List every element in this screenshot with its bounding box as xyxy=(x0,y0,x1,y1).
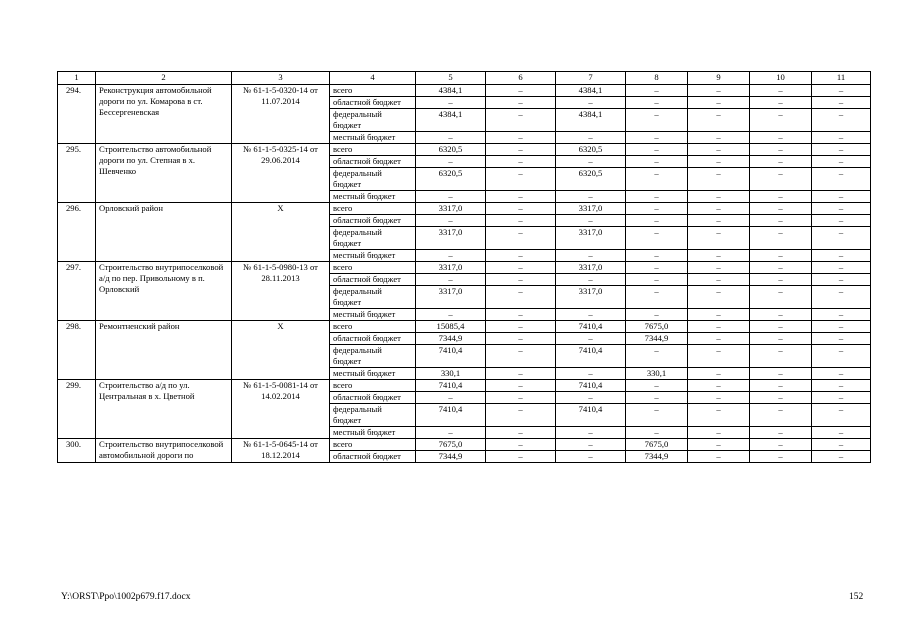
table-row xyxy=(58,144,871,156)
value-cell: – xyxy=(486,250,556,262)
budget-table xyxy=(57,71,871,463)
table-row xyxy=(58,439,871,451)
value-cell: – xyxy=(688,85,750,97)
value-cell: – xyxy=(688,262,750,274)
value-cell: – xyxy=(486,274,556,286)
value-cell: – xyxy=(812,156,871,168)
funding-source: местный бюджет xyxy=(330,309,416,321)
value-cell: – xyxy=(750,404,812,427)
value-cell: 7344,9 xyxy=(416,451,486,463)
header-cell: 9 xyxy=(688,72,750,85)
funding-source: всего xyxy=(330,262,416,274)
value-cell: – xyxy=(486,427,556,439)
value-cell: – xyxy=(688,451,750,463)
value-cell: – xyxy=(688,227,750,250)
value-cell: – xyxy=(688,321,750,333)
value-cell: 7410,4 xyxy=(556,404,626,427)
funding-source: федеральный бюджет xyxy=(330,168,416,191)
value-cell: – xyxy=(626,168,688,191)
value-cell: – xyxy=(750,250,812,262)
value-cell: 330,1 xyxy=(626,368,688,380)
value-cell: – xyxy=(416,392,486,404)
document-ref: Х xyxy=(232,203,330,262)
value-cell: 3317,0 xyxy=(416,203,486,215)
value-cell: – xyxy=(416,97,486,109)
funding-source: федеральный бюджет xyxy=(330,227,416,250)
value-cell: – xyxy=(750,333,812,345)
funding-source: всего xyxy=(330,321,416,333)
value-cell: – xyxy=(750,368,812,380)
value-cell: – xyxy=(556,97,626,109)
value-cell: 6320,5 xyxy=(556,168,626,191)
funding-source: местный бюджет xyxy=(330,368,416,380)
funding-source: областной бюджет xyxy=(330,97,416,109)
value-cell: – xyxy=(626,144,688,156)
value-cell: – xyxy=(626,215,688,227)
funding-source: федеральный бюджет xyxy=(330,404,416,427)
funding-source: всего xyxy=(330,380,416,392)
value-cell: – xyxy=(688,274,750,286)
value-cell: – xyxy=(688,203,750,215)
value-cell: – xyxy=(750,309,812,321)
value-cell: – xyxy=(486,191,556,203)
value-cell: 4384,1 xyxy=(556,109,626,132)
value-cell: – xyxy=(688,109,750,132)
row-number: 296. xyxy=(58,203,96,262)
funding-source: местный бюджет xyxy=(330,132,416,144)
object-name: Строительство автомобильной дороги по ул. Степная в х. Шевченко xyxy=(96,144,232,203)
value-cell: 7344,9 xyxy=(626,333,688,345)
funding-source: областной бюджет xyxy=(330,392,416,404)
value-cell: – xyxy=(812,380,871,392)
value-cell: – xyxy=(750,97,812,109)
funding-source: местный бюджет xyxy=(330,250,416,262)
value-cell: – xyxy=(486,144,556,156)
value-cell: 7675,0 xyxy=(626,321,688,333)
value-cell: – xyxy=(812,168,871,191)
header-cell: 5 xyxy=(416,72,486,85)
value-cell: – xyxy=(626,132,688,144)
value-cell: – xyxy=(688,156,750,168)
funding-source: всего xyxy=(330,144,416,156)
value-cell: – xyxy=(750,262,812,274)
page-number: 152 xyxy=(849,592,864,602)
value-cell: – xyxy=(486,380,556,392)
value-cell: 3317,0 xyxy=(416,227,486,250)
value-cell: – xyxy=(486,215,556,227)
value-cell: – xyxy=(688,215,750,227)
value-cell: – xyxy=(486,404,556,427)
value-cell: – xyxy=(750,286,812,309)
value-cell: – xyxy=(556,392,626,404)
value-cell: – xyxy=(688,250,750,262)
value-cell: 330,1 xyxy=(416,368,486,380)
value-cell: – xyxy=(812,109,871,132)
value-cell: – xyxy=(486,451,556,463)
value-cell: – xyxy=(486,168,556,191)
document-ref: № 61-1-5-0325-14 от 29.06.2014 xyxy=(232,144,330,203)
value-cell: – xyxy=(416,250,486,262)
value-cell: – xyxy=(688,97,750,109)
funding-source: всего xyxy=(330,203,416,215)
value-cell: – xyxy=(688,380,750,392)
funding-source: федеральный бюджет xyxy=(330,109,416,132)
value-cell: – xyxy=(812,286,871,309)
value-cell: – xyxy=(416,427,486,439)
value-cell: – xyxy=(486,392,556,404)
value-cell: 7410,4 xyxy=(416,404,486,427)
table-row xyxy=(58,203,871,215)
value-cell: – xyxy=(556,250,626,262)
value-cell: – xyxy=(812,333,871,345)
value-cell: – xyxy=(486,203,556,215)
value-cell: – xyxy=(688,286,750,309)
document-ref: № 61-1-5-0645-14 от 18.12.2014 xyxy=(232,439,330,463)
table-row xyxy=(58,262,871,274)
value-cell: – xyxy=(416,156,486,168)
value-cell: – xyxy=(750,321,812,333)
value-cell: – xyxy=(812,203,871,215)
value-cell: – xyxy=(812,97,871,109)
object-name: Строительство а/д по ул. Центральная в х. Цветной xyxy=(96,380,232,439)
value-cell: – xyxy=(750,345,812,368)
value-cell: – xyxy=(750,227,812,250)
value-cell: – xyxy=(750,380,812,392)
value-cell: 3317,0 xyxy=(556,262,626,274)
value-cell: – xyxy=(486,309,556,321)
document-ref: № 61-1-5-0081-14 от 14.02.2014 xyxy=(232,380,330,439)
value-cell: – xyxy=(626,427,688,439)
funding-source: местный бюджет xyxy=(330,427,416,439)
document-ref: Х xyxy=(232,321,330,380)
value-cell: 3317,0 xyxy=(556,203,626,215)
value-cell: 15085,4 xyxy=(416,321,486,333)
value-cell: – xyxy=(556,439,626,451)
value-cell: – xyxy=(812,250,871,262)
value-cell: – xyxy=(486,262,556,274)
object-name: Орловский район xyxy=(96,203,232,262)
value-cell: – xyxy=(688,333,750,345)
value-cell: – xyxy=(626,227,688,250)
funding-source: областной бюджет xyxy=(330,333,416,345)
value-cell: 4384,1 xyxy=(556,85,626,97)
value-cell: – xyxy=(812,262,871,274)
value-cell: – xyxy=(556,309,626,321)
value-cell: – xyxy=(688,427,750,439)
value-cell: – xyxy=(688,368,750,380)
funding-source: всего xyxy=(330,439,416,451)
value-cell: – xyxy=(486,109,556,132)
value-cell: – xyxy=(416,215,486,227)
value-cell: – xyxy=(750,427,812,439)
header-cell: 6 xyxy=(486,72,556,85)
value-cell: – xyxy=(626,97,688,109)
value-cell: 4384,1 xyxy=(416,109,486,132)
value-cell: 7344,9 xyxy=(626,451,688,463)
value-cell: – xyxy=(556,215,626,227)
value-cell: – xyxy=(812,144,871,156)
header-cell: 2 xyxy=(96,72,232,85)
value-cell: 3317,0 xyxy=(416,262,486,274)
value-cell: – xyxy=(688,392,750,404)
object-name: Реконструкция автомобильной дороги по ул. Комарова в ст. Бессергеневская xyxy=(96,85,232,144)
value-cell: 7344,9 xyxy=(416,333,486,345)
value-cell: – xyxy=(486,321,556,333)
value-cell: – xyxy=(750,215,812,227)
value-cell: 4384,1 xyxy=(416,85,486,97)
value-cell: – xyxy=(556,274,626,286)
value-cell: 6320,5 xyxy=(416,168,486,191)
value-cell: – xyxy=(486,132,556,144)
value-cell: – xyxy=(556,427,626,439)
value-cell: – xyxy=(486,97,556,109)
header-cell: 7 xyxy=(556,72,626,85)
value-cell: – xyxy=(812,321,871,333)
value-cell: – xyxy=(750,203,812,215)
value-cell: – xyxy=(750,156,812,168)
value-cell: – xyxy=(486,286,556,309)
value-cell: – xyxy=(556,191,626,203)
value-cell: 3317,0 xyxy=(556,286,626,309)
value-cell: 7410,4 xyxy=(416,345,486,368)
object-name: Строительство внутрипоселковой автомобильной дороги по xyxy=(96,439,232,463)
value-cell: – xyxy=(750,144,812,156)
value-cell: – xyxy=(626,156,688,168)
value-cell: – xyxy=(688,309,750,321)
value-cell: 7410,4 xyxy=(556,321,626,333)
value-cell: 6320,5 xyxy=(556,144,626,156)
row-number: 297. xyxy=(58,262,96,321)
value-cell: – xyxy=(626,345,688,368)
value-cell: – xyxy=(486,156,556,168)
header-cell: 11 xyxy=(812,72,871,85)
funding-source: федеральный бюджет xyxy=(330,345,416,368)
value-cell: – xyxy=(812,439,871,451)
value-cell: 6320,5 xyxy=(416,144,486,156)
row-number: 294. xyxy=(58,85,96,144)
value-cell: – xyxy=(750,451,812,463)
document-ref: № 61-1-5-0320-14 от 11.07.2014 xyxy=(232,85,330,144)
value-cell: – xyxy=(556,451,626,463)
value-cell: 7675,0 xyxy=(416,439,486,451)
value-cell: – xyxy=(486,368,556,380)
value-cell: – xyxy=(812,404,871,427)
value-cell: – xyxy=(750,109,812,132)
funding-source: областной бюджет xyxy=(330,274,416,286)
value-cell: – xyxy=(626,85,688,97)
value-cell: – xyxy=(486,227,556,250)
value-cell: – xyxy=(812,227,871,250)
table-row xyxy=(58,85,871,97)
header-row xyxy=(58,72,871,85)
value-cell: – xyxy=(688,168,750,191)
value-cell: – xyxy=(416,309,486,321)
value-cell: – xyxy=(750,191,812,203)
value-cell: – xyxy=(812,274,871,286)
funding-source: всего xyxy=(330,85,416,97)
value-cell: – xyxy=(626,286,688,309)
header-cell: 1 xyxy=(58,72,96,85)
table-row xyxy=(58,321,871,333)
table-row xyxy=(58,380,871,392)
value-cell: – xyxy=(486,333,556,345)
value-cell: – xyxy=(750,168,812,191)
value-cell: 3317,0 xyxy=(416,286,486,309)
document-ref: № 61-1-5-0980-13 от 28.11.2013 xyxy=(232,262,330,321)
row-number: 298. xyxy=(58,321,96,380)
value-cell: – xyxy=(688,191,750,203)
funding-source: федеральный бюджет xyxy=(330,286,416,309)
value-cell: – xyxy=(812,191,871,203)
value-cell: – xyxy=(626,250,688,262)
value-cell: – xyxy=(688,144,750,156)
value-cell: – xyxy=(812,427,871,439)
value-cell: – xyxy=(688,132,750,144)
value-cell: – xyxy=(486,85,556,97)
value-cell: – xyxy=(812,132,871,144)
header-cell: 3 xyxy=(232,72,330,85)
value-cell: – xyxy=(626,109,688,132)
header-cell: 4 xyxy=(330,72,416,85)
value-cell: 7410,4 xyxy=(556,380,626,392)
row-number: 299. xyxy=(58,380,96,439)
value-cell: – xyxy=(750,132,812,144)
value-cell: – xyxy=(812,309,871,321)
value-cell: – xyxy=(626,191,688,203)
value-cell: – xyxy=(626,392,688,404)
value-cell: – xyxy=(750,85,812,97)
value-cell: 7410,4 xyxy=(416,380,486,392)
header-cell: 10 xyxy=(750,72,812,85)
value-cell: – xyxy=(416,132,486,144)
value-cell: – xyxy=(626,203,688,215)
value-cell: – xyxy=(556,368,626,380)
value-cell: – xyxy=(750,274,812,286)
value-cell: – xyxy=(688,404,750,427)
value-cell: – xyxy=(688,345,750,368)
value-cell: – xyxy=(556,333,626,345)
value-cell: – xyxy=(626,262,688,274)
row-number: 300. xyxy=(58,439,96,463)
value-cell: – xyxy=(812,345,871,368)
value-cell: – xyxy=(556,156,626,168)
value-cell: – xyxy=(626,380,688,392)
value-cell: – xyxy=(688,439,750,451)
value-cell: – xyxy=(556,132,626,144)
funding-source: областной бюджет xyxy=(330,156,416,168)
value-cell: – xyxy=(626,404,688,427)
value-cell: – xyxy=(416,274,486,286)
value-cell: – xyxy=(486,439,556,451)
value-cell: 3317,0 xyxy=(556,227,626,250)
funding-source: областной бюджет xyxy=(330,215,416,227)
funding-source: областной бюджет xyxy=(330,451,416,463)
value-cell: – xyxy=(812,85,871,97)
value-cell: – xyxy=(750,392,812,404)
header-cell: 8 xyxy=(626,72,688,85)
value-cell: 7410,4 xyxy=(556,345,626,368)
value-cell: – xyxy=(812,392,871,404)
row-number: 295. xyxy=(58,144,96,203)
value-cell: 7675,0 xyxy=(626,439,688,451)
value-cell: – xyxy=(812,368,871,380)
object-name: Ремонтненский район xyxy=(96,321,232,380)
value-cell: – xyxy=(812,451,871,463)
value-cell: – xyxy=(626,309,688,321)
value-cell: – xyxy=(812,215,871,227)
funding-source: местный бюджет xyxy=(330,191,416,203)
value-cell: – xyxy=(416,191,486,203)
value-cell: – xyxy=(486,345,556,368)
object-name: Строительство внутрипоселковой а/д по пер. Привольному в п. Орловский xyxy=(96,262,232,321)
footer-file-path: Y:\ORST\Ppo\1002p679.f17.docx xyxy=(61,592,191,602)
value-cell: – xyxy=(626,274,688,286)
value-cell: – xyxy=(750,439,812,451)
